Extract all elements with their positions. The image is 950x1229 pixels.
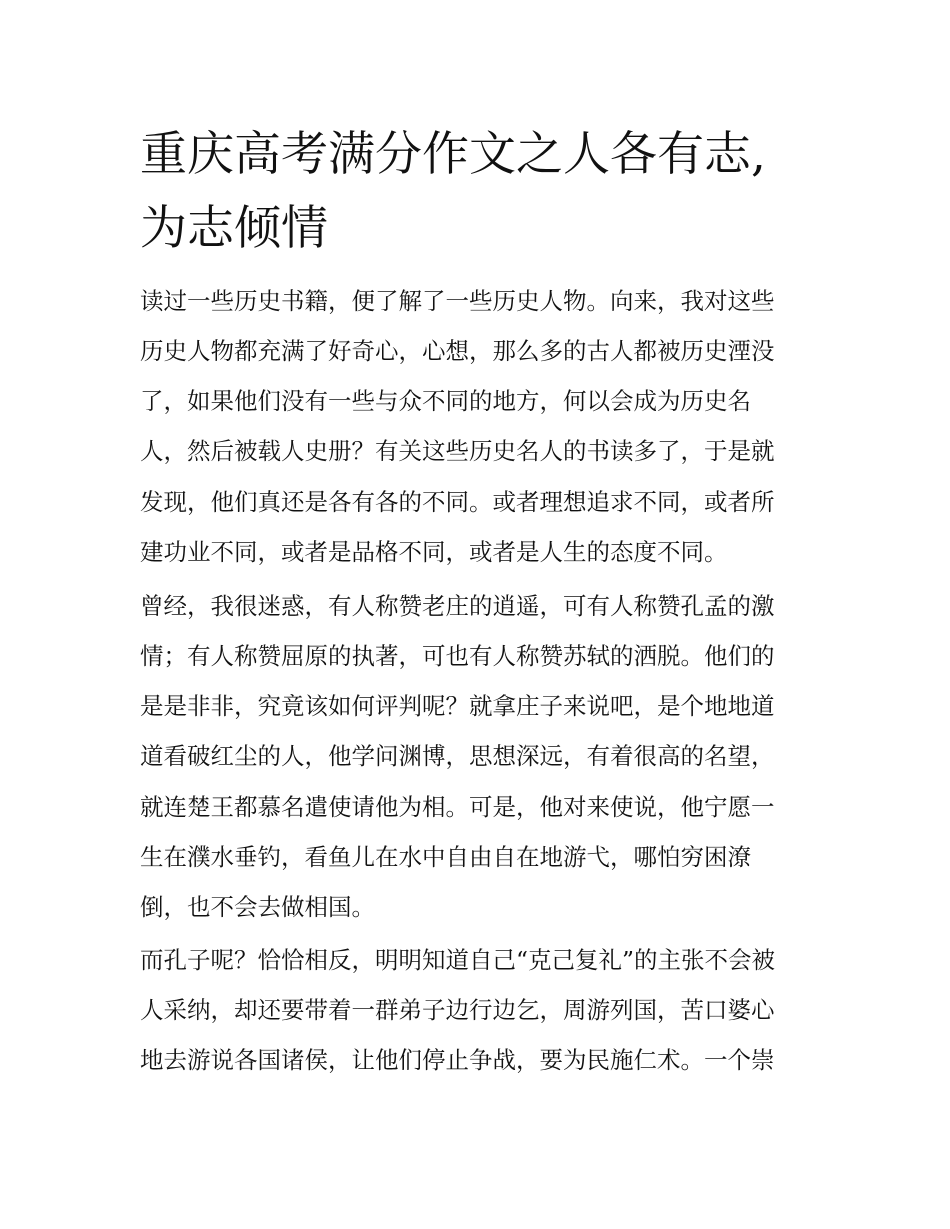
text-line: 道看破红尘的人，他学问渊博，思想深远，有着很高的名望， — [140, 742, 775, 770]
text-line: 历史人物都充满了好奇心，心想，那么多的古人都被历史湮没 — [140, 337, 775, 365]
title-line-2: 为志倾情 — [140, 201, 328, 256]
text-line: 读过一些历史书籍，便了解了一些历史人物。向来，我对这些 — [140, 287, 775, 315]
document-title — [140, 118, 830, 266]
text-line: 情；有人称赞屈原的执著，可也有人称赞苏轼的洒脱。他们的 — [140, 642, 775, 670]
text-line: 了，如果他们没有一些与众不同的地方，何以会成为历史名 — [140, 387, 751, 415]
text-line: 发现，他们真还是各有各的不同。或者理想追求不同，或者所 — [140, 488, 775, 516]
text-line: 人，然后被载人史册？有关这些历史名人的书读多了，于是就 — [140, 437, 775, 465]
text-line: 是是非非，究竟该如何评判呢？就拿庄子来说吧，是个地地道 — [140, 692, 775, 720]
text-line: 倒，也不会去做相国。 — [140, 893, 375, 921]
text-line: 生在濮水垂钓，看鱼儿在水中自由自在地游弋，哪怕穷困潦 — [140, 843, 751, 871]
text-line: 建功业不同，或者是品格不同，或者是人生的态度不同。 — [140, 538, 728, 566]
text-line: 而孔子呢？恰恰相反，明明知道自己“克己复礼”的主张不会被 — [140, 946, 776, 974]
text-line: 地去游说各国诸侯，让他们停止争战，要为民施仁术。一个崇 — [140, 1046, 775, 1074]
text-line: 曾经，我很迷惑，有人称赞老庄的逍遥，可有人称赞孔孟的激 — [140, 592, 775, 620]
title-line-1: 重庆高考满分作文之人各有志, — [140, 127, 766, 182]
text-line: 人采纳，却还要带着一群弟子边行边乞，周游列国，苦口婆心 — [140, 996, 775, 1024]
text-line: 就连楚王都慕名遣使请他为相。可是，他对来使说，他宁愿一 — [140, 793, 775, 821]
